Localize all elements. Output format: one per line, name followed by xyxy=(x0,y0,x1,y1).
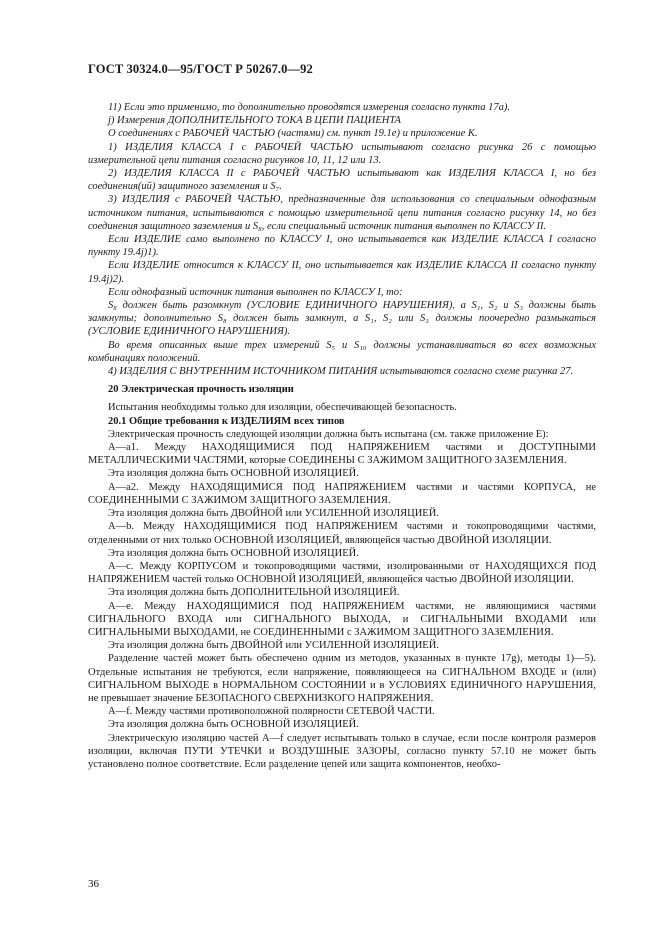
paragraph: Если ИЗДЕЛИЕ само выполнено по КЛАССУ I, оно испытывается как ИЗДЕЛИЕ КЛАССА I согласно пункту 19.4j)1). xyxy=(88,234,596,259)
paragraph: Электрическую изоляцию частей А—f следует испытывать только в случае, если после контроля размеров изоляции, включая ПУТИ УТЕЧКИ и ВОЗДУШНЫЕ ЗАЗОРЫ, согласно пункту 57.10 не может быть установлено полное соответствие. Если разделение цепей или защита компонентов, необхо- xyxy=(88,732,596,770)
paragraph: А—а1. Между НАХОДЯЩИМИСЯ ПОД НАПРЯЖЕНИЕМ частями и ДОСТУПНЫМИ МЕТАЛЛИЧЕСКИМИ ЧАСТЯМИ, которые СОЕДИНЕНЫ С ЗАЖИМОМ ЗАЩИТНОГО ЗАЗЕМЛЕНИЯ. xyxy=(88,442,596,467)
section-heading: 20 Электрическая прочность изоляции xyxy=(108,384,294,396)
paragraph: 11) Если это применимо, то дополнительно проводятся измерения согласно пункта 17а). xyxy=(108,102,511,113)
section-heading: 20.1 Общие требования к ИЗДЕЛИЯМ всех типов xyxy=(108,415,345,427)
paragraph: 3) ИЗДЕЛИЯ с РАБОЧЕЙ ЧАСТЬЮ, предназначенные для использования со специальным однофазным источником питания, испытываются с помощью измерительной цепи питания согласно рисунку 14, но без соединения защитного заземления и S₈, если специальный источник питания выполнен по КЛАССУ II. xyxy=(88,194,596,232)
paragraph: 1) ИЗДЕЛИЯ КЛАССА I с РАБОЧЕЙ ЧАСТЬЮ испытывают согласно рисунка 26 с помощью измерительной цепи питания согласно рисунков 10, 11, 12 или 13. xyxy=(88,141,596,166)
document-header: ГОСТ 30324.0—95/ГОСТ Р 50267.0—92 xyxy=(88,62,313,76)
paragraph: Если однофазный источник питания выполнен по КЛАССУ I, то: xyxy=(108,286,403,298)
paragraph: Эта изоляция должна быть ОСНОВНОЙ ИЗОЛЯЦИЕЙ. xyxy=(108,468,359,480)
paragraph: Если ИЗДЕЛИЕ относится к КЛАССУ II, оно испытывается как ИЗДЕЛИЕ КЛАССА II согласно пункту 19.4j)2). xyxy=(88,260,596,285)
paragraph: А—с. Между КОРПУСОМ и токопроводящими частями, изолированными от НАХОДЯЩИХСЯ ПОД НАПРЯЖЕНИЕМ частей только ОСНОВНОЙ ИЗОЛЯЦИЕЙ, являющейся частью ДВОЙНОЙ ИЗОЛЯЦИИ. xyxy=(88,560,596,586)
paragraph: А—е. Между НАХОДЯЩИМИСЯ ПОД НАПРЯЖЕНИЕМ частями, не являющимися частями СИГНАЛЬНОГО ВХОДА или СИГНАЛЬНОГО ВЫХОДА, и СИГНАЛЬНЫМИ ВХОДАМИ или СИГНАЛЬНЫМИ ВЫХОДАМИ, не СОЕДИНЕННЫМИ с ЗАЖИМОМ ЗАЩИТНОГО ЗАЗЕМЛЕНИЯ. xyxy=(88,600,596,638)
paragraph: Эта изоляция должна быть ОСНОВНОЙ ИЗОЛЯЦИЕЙ. xyxy=(108,719,359,731)
paragraph: Электрическая прочность следующей изоляции должна быть испытана (см. также приложение Е): xyxy=(108,428,549,440)
paragraph: Эта изоляция должна быть ДОПОЛНИТЕЛЬНОЙ ИЗОЛЯЦИЕЙ. xyxy=(108,587,400,599)
paragraph: 4) ИЗДЕЛИЯ С ВНУТРЕННИМ ИСТОЧНИКОМ ПИТАНИЯ испытываются согласно схеме рисунка 27. xyxy=(108,366,574,378)
document-body xyxy=(88,101,596,771)
paragraph: Испытания необходимы только для изоляции, обеспечивающей безопасность. xyxy=(108,402,457,414)
paragraph: О соединениях с РАБОЧЕЙ ЧАСТЬЮ (частями) см. пункт 19.1е) и приложение К. xyxy=(108,128,478,140)
paragraph: А—b. Между НАХОДЯЩИМИСЯ ПОД НАПРЯЖЕНИЕМ частями и токопроводящими частями, отделенными от них только ОСНОВНОЙ ИЗОЛЯЦИЕЙ, являющейся частью ДВОЙНОЙ ИЗОЛЯЦИИ. xyxy=(88,521,596,546)
paragraph: Эта изоляция должна быть ОСНОВНОЙ ИЗОЛЯЦИЕЙ. xyxy=(108,547,359,559)
page-number: 36 xyxy=(88,878,99,890)
paragraph: Эта изоляция должна быть ДВОЙНОЙ или УСИЛЕННОЙ ИЗОЛЯЦИЕЙ. xyxy=(108,640,439,652)
paragraph: Во время описанных выше трех измерений S₅ и S₁₀ должны устанавливаться во всех возможных комбинациях положений. xyxy=(88,339,596,364)
paragraph: А—f. Между частями противоположной полярности СЕТЕВОЙ ЧАСТИ. xyxy=(108,706,435,718)
paragraph: А—а2. Между НАХОДЯЩИМИСЯ ПОД НАПРЯЖЕНИЕМ частями и частями КОРПУСА, не СОЕДИНЕННЫМИ С ЗАЖИМОМ ЗАЩИТНОГО ЗАЗЕМЛЕНИЯ. xyxy=(88,481,596,506)
paragraph: Разделение частей может быть обеспечено одним из методов, указанных в пункте 17g), методы 1)—5). Отдельные испытания не требуются, если напряжение, появляющееся на СИГНАЛЬНОМ ВХОДЕ и (или) СИГНАЛЬНОМ ВЫХОДЕ в НОРМАЛЬНОМ СОСТОЯНИИ и в УСЛОВИЯХ ЕДИНИЧНОГО НАРУШЕНИЯ, не превышает значение БЕЗОПАСНОГО СВЕРХНИЗКОГО НАПРЯЖЕНИЯ. xyxy=(88,653,596,704)
paragraph: j) Измерения ДОПОЛНИТЕЛЬНОГО ТОКА В ЦЕПИ ПАЦИЕНТА xyxy=(108,115,401,127)
paragraph: S₈ должен быть разомкнут (УСЛОВИЕ ЕДИНИЧНОГО НАРУШЕНИЯ), а S₁, S₂ и S₃ должны быть замкнуты; дополнительно S₈ должен быть замкнут, а S₁, S₂ или S₃ должны поочередно размыкаться (УСЛОВИЕ ЕДИНИЧНОГО НАРУШЕНИЯ). xyxy=(88,300,596,338)
paragraph: 2) ИЗДЕЛИЯ КЛАССА II с РАБОЧЕЙ ЧАСТЬЮ испытывают как ИЗДЕЛИЯ КЛАССА I, но без соединения(ий) защитного заземления и S₇. xyxy=(88,168,596,193)
paragraph: Эта изоляция должна быть ДВОЙНОЙ или УСИЛЕННОЙ ИЗОЛЯЦИЕЙ. xyxy=(108,508,439,520)
